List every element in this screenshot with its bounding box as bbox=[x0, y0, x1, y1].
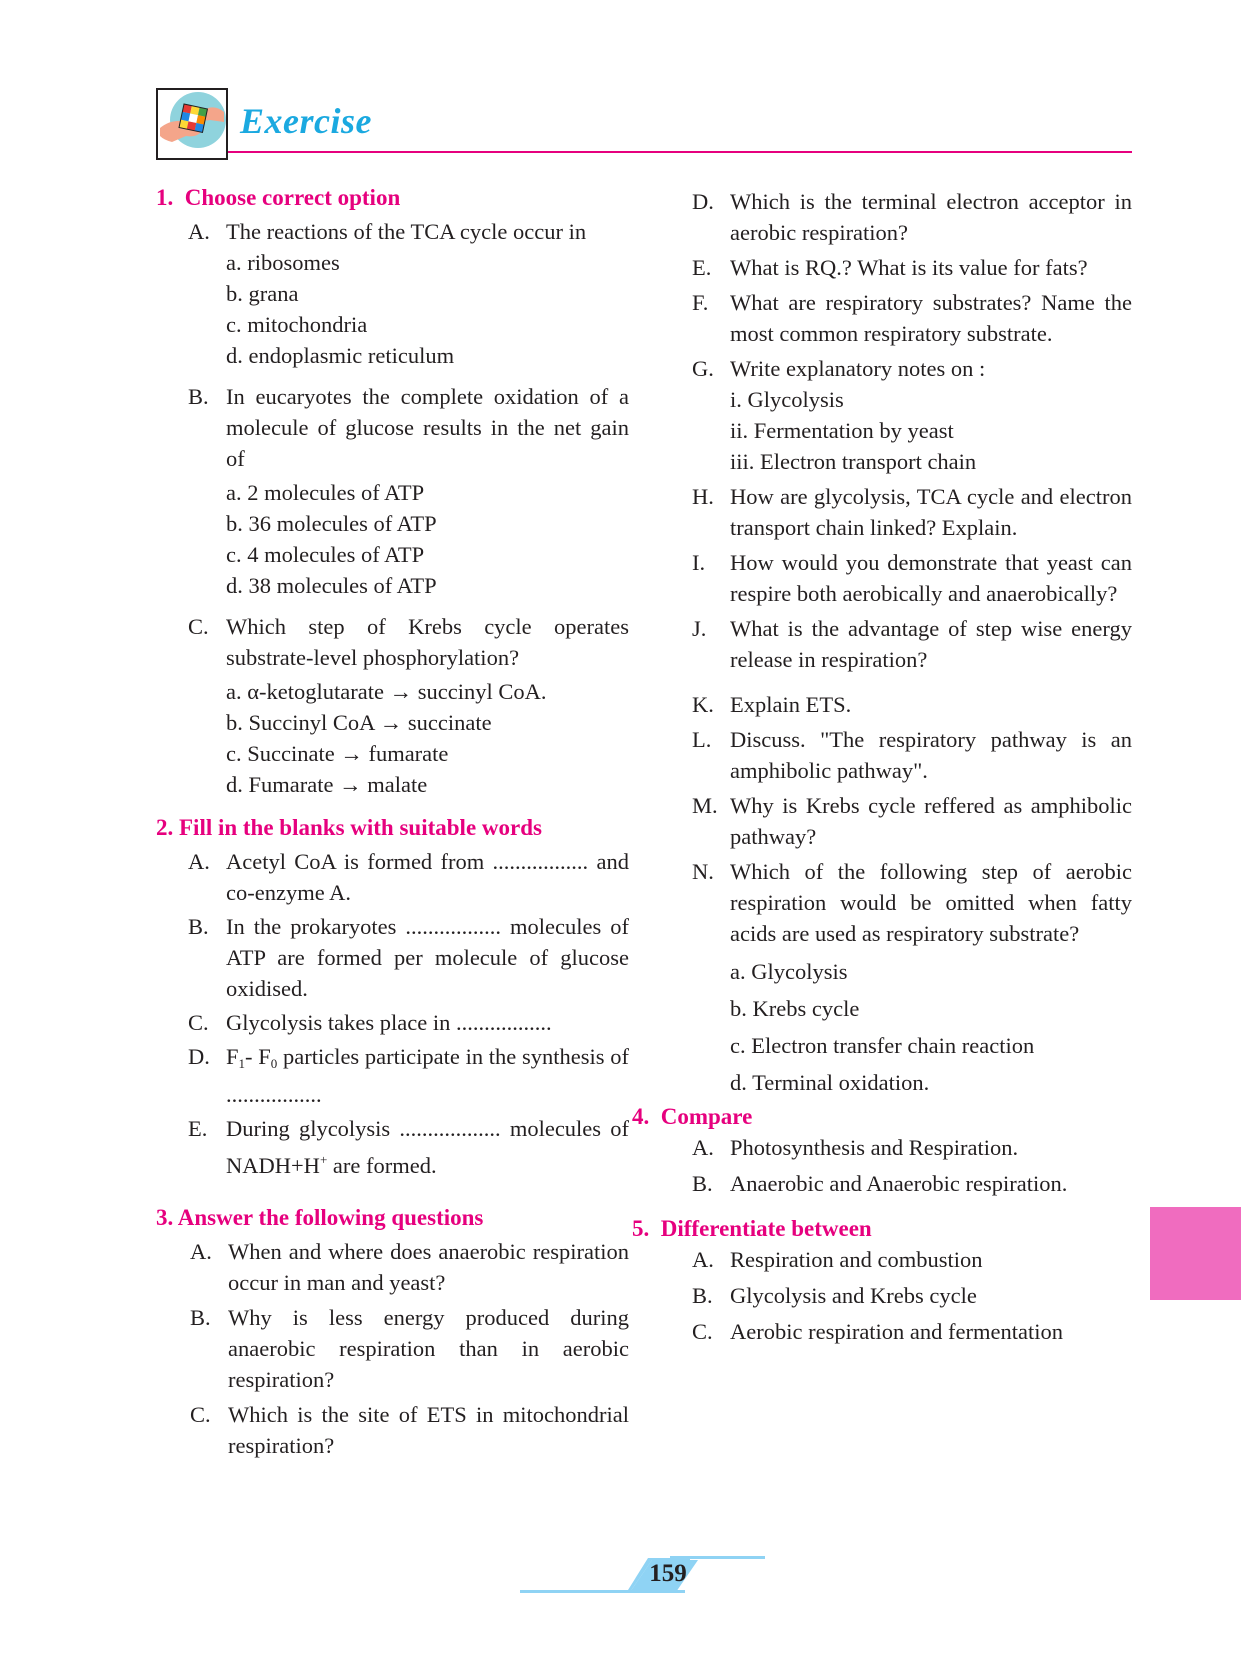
section-heading-answer: 3. Answer the following questions bbox=[156, 1205, 484, 1230]
option-item: b. Succinyl CoA → succinate bbox=[226, 710, 492, 735]
option-item: c. Succinate → fumarate bbox=[226, 741, 449, 766]
question-5c: C. Aerobic respiration and fermentation bbox=[692, 1319, 1063, 1344]
option-item: i. Glycolysis bbox=[730, 387, 844, 412]
question-3g: G. Write explanatory notes on : bbox=[692, 356, 986, 381]
section-heading-differentiate: 5. Differentiate between bbox=[632, 1216, 872, 1241]
question-3f: F. What are respiratory substrates? Name the most common respiratory substrate. bbox=[692, 290, 1132, 346]
section-heading-choose: 1. Choose correct option bbox=[156, 185, 401, 210]
option-item: iii. Electron transport chain bbox=[730, 449, 977, 474]
option-item: a. α-ketoglutarate → succinyl CoA. bbox=[226, 679, 547, 704]
option-item: d. Fumarate → malate bbox=[226, 772, 428, 797]
option-item: c. Electron transfer chain reaction bbox=[730, 1033, 1035, 1058]
question-4a: A. Photosynthesis and Respiration. bbox=[692, 1135, 1019, 1160]
question-3e: E. What is RQ.? What is its value for fats? bbox=[692, 255, 1088, 280]
section-heading-fill-blanks: 2. Fill in the blanks with suitable words bbox=[156, 815, 542, 840]
title-underline bbox=[228, 151, 1132, 153]
question-2c: C. Glycolysis takes place in ................. bbox=[188, 1010, 552, 1035]
right-column bbox=[632, 182, 1132, 1347]
option-item: b. 36 molecules of ATP bbox=[226, 511, 437, 536]
rubik-cube-hands-icon bbox=[158, 90, 226, 158]
question-3c: C. Which is the site of ETS in mitochondrial respiration? bbox=[190, 1402, 629, 1458]
option-item: c. 4 molecules of ATP bbox=[226, 542, 425, 567]
option-item: d. 38 molecules of ATP bbox=[226, 573, 437, 598]
question-1a: A. The reactions of the TCA cycle occur in bbox=[188, 219, 587, 244]
page-footer bbox=[520, 1556, 770, 1596]
section-heading-compare: 4. Compare bbox=[632, 1104, 753, 1129]
question-3m: M. Why is Krebs cycle reffered as amphibolic pathway? bbox=[692, 793, 1132, 849]
question-3b: B. Why is less energy produced during anaerobic respiration than in aerobic respiration? bbox=[190, 1305, 629, 1392]
question-3i: I. How would you demonstrate that yeast can respire both aerobically and anaerobically? bbox=[692, 550, 1132, 606]
question-5b: B. Glycolysis and Krebs cycle bbox=[692, 1283, 977, 1308]
option-item: d. endoplasmic reticulum bbox=[226, 343, 455, 368]
option-item: a. Glycolysis bbox=[730, 959, 848, 984]
option-item: ii. Fermentation by yeast bbox=[730, 418, 954, 443]
question-1c: C. Which step of Krebs cycle operates substrate-level phosphorylation? bbox=[188, 614, 629, 670]
option-item: c. mitochondria bbox=[226, 312, 368, 337]
question-3j: J. What is the advantage of step wise energy release in respiration? bbox=[692, 616, 1132, 672]
question-3l: L. Discuss. "The respiratory pathway is an amphibolic pathway". bbox=[692, 727, 1132, 783]
question-2d: D. $F_1-$ $F_0$ particles participate in the synthesis of ................. bbox=[188, 1044, 629, 1107]
page-number: 159 bbox=[649, 1560, 687, 1587]
question-4b: B. Anaerobic and Anaerobic respiration. bbox=[692, 1171, 1068, 1196]
question-3k: K. Explain ETS. bbox=[692, 692, 852, 717]
question-5a: A. Respiration and combustion bbox=[692, 1247, 983, 1272]
left-column bbox=[156, 182, 629, 1461]
question-2b: B. In the prokaryotes ................. molecules of ATP are formed per molecule of glucose oxidised. bbox=[188, 914, 629, 1001]
question-2a: A. Acetyl CoA is formed from ................. and co-enzyme A. bbox=[188, 849, 629, 905]
question-1b: B. In eucaryotes the complete oxidation of a molecule of glucose results in the net gain of bbox=[188, 384, 629, 471]
option-item: b. Krebs cycle bbox=[730, 996, 860, 1021]
question-3a: A. When and where does anaerobic respiration occur in man and yeast? bbox=[190, 1239, 629, 1295]
chapter-side-tab bbox=[1150, 1207, 1241, 1300]
option-item: a. 2 molecules of ATP bbox=[226, 480, 425, 505]
exercise-logo bbox=[156, 88, 228, 160]
question-2e: E. During glycolysis .................. molecules of NADH+H+ are formed. bbox=[188, 1116, 629, 1178]
option-item: a. ribosomes bbox=[226, 250, 340, 275]
option-item: b. grana bbox=[226, 281, 299, 306]
question-3d: D. Which is the terminal electron acceptor in aerobic respiration? bbox=[692, 189, 1132, 245]
question-3n: N. Which of the following step of aerobic respiration would be omitted when fatty acids are used as respiratory substrate? bbox=[692, 859, 1132, 946]
question-3h: H. How are glycolysis, TCA cycle and electron transport chain linked? Explain. bbox=[692, 484, 1132, 540]
page-title: Exercise bbox=[240, 101, 372, 141]
option-item: d. Terminal oxidation. bbox=[730, 1070, 930, 1095]
